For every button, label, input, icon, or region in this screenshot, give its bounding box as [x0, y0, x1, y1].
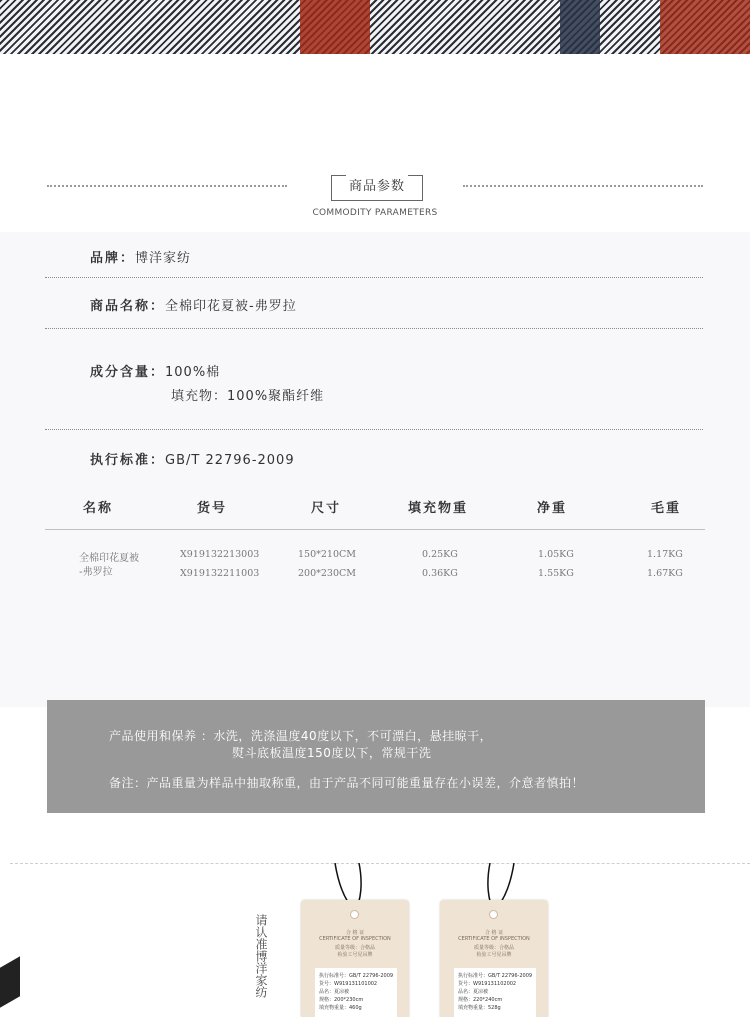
- decorative-corner: [0, 956, 20, 1008]
- tag-code: 货号：W919131101002: [319, 981, 378, 987]
- product-name-label: 商品名称：: [90, 299, 166, 314]
- filling-value: 填充物：100%聚酯纤维: [171, 389, 325, 404]
- header-dotted-divider-right: [463, 185, 703, 187]
- care-text-line1: 产品使用和保养 ：水洗，洗涤温度40度以下，不可漂白，悬挂晾干，: [109, 729, 493, 743]
- table-cell-code: X919132213003: [180, 549, 260, 560]
- table-header-name: 名称: [83, 501, 114, 516]
- tag-hole: [489, 910, 498, 919]
- authenticity-vertical-text: 请认准博洋家纺: [254, 914, 268, 998]
- header-dotted-divider-left: [47, 185, 287, 187]
- tag-title: 合 格 证: [345, 930, 365, 936]
- table-cell-code: X919132211003: [180, 568, 260, 579]
- care-note: 备注：产品重量为样品中抽取称重，由于产品不同可能重量存在小误差，介意者慎拍！: [109, 776, 585, 790]
- table-cell-size: 150*210CM: [298, 549, 357, 560]
- tag-size: 规格：220*240cm: [458, 997, 503, 1003]
- table-cell-fill: 0.25KG: [422, 549, 458, 560]
- certificate-tag: [440, 900, 548, 1017]
- tag-standard: 执行标准号：GB/T 22796-2009: [458, 973, 533, 979]
- tag-product: 品名：夏凉被: [319, 989, 350, 995]
- table-cell-net: 1.55KG: [538, 568, 574, 579]
- tag-fill: 填充物重量：528g: [458, 1005, 501, 1011]
- standard-value: GB/T 22796-2009: [165, 453, 295, 468]
- tag-hole: [350, 910, 359, 919]
- row-divider: [45, 328, 703, 329]
- table-header-code: 货号: [197, 501, 228, 516]
- brand-row: [90, 247, 191, 266]
- table-header-size: 尺寸: [311, 501, 342, 516]
- tag-grade: 质量等级：合格品: [473, 945, 514, 951]
- brand-value: 博洋家纺: [135, 251, 192, 266]
- table-cell-net: 1.05KG: [538, 549, 574, 560]
- care-instructions-box: [47, 700, 705, 813]
- standard-label: 执行标准：: [90, 453, 166, 468]
- parameters-panel: [0, 232, 750, 707]
- tag-details: [315, 968, 397, 1017]
- tag-code: 货号：W919131102002: [458, 981, 517, 987]
- table-header-fill-weight: 填充物重: [408, 501, 469, 516]
- certificate-tag: [301, 900, 409, 1017]
- tag-inspector: 检验工号见吊牌: [476, 952, 512, 958]
- table-cell-gross: 1.17KG: [647, 549, 683, 560]
- tag-subtitle: CERTIFICATE OF INSPECTION: [319, 936, 391, 942]
- tag-size: 规格：200*230cm: [319, 997, 364, 1003]
- composition-row: [90, 361, 220, 380]
- tag-standard: 执行标准号：GB/T 22796-2009: [319, 973, 394, 979]
- tag-subtitle: CERTIFICATE OF INSPECTION: [458, 936, 530, 942]
- table-header-gross-weight: 毛重: [651, 501, 682, 516]
- section-header: [0, 170, 750, 230]
- care-text-line2: 熨斗底板温度150度以下，常规干洗: [232, 746, 432, 760]
- brand-label: 品牌：: [90, 251, 136, 266]
- composition-label: 成分含量：: [90, 365, 166, 380]
- tag-fill: 填充物重量：460g: [319, 1005, 362, 1011]
- section-subtitle: COMMODITY PARAMETERS: [312, 208, 438, 218]
- table-header-divider: [45, 529, 705, 530]
- table-product-name-suffix: -弗罗拉: [79, 567, 113, 578]
- tag-title: 合 格 证: [484, 930, 504, 936]
- fabric-photo-banner: [0, 0, 750, 54]
- tag-product: 品名：夏凉被: [458, 989, 489, 995]
- section-title: 商品参数: [331, 175, 423, 201]
- table-cell-size: 200*230CM: [298, 568, 357, 579]
- tag-grade: 质量等级：合格品: [334, 945, 375, 951]
- table-cell-gross: 1.67KG: [647, 568, 683, 579]
- row-divider: [45, 429, 703, 430]
- standard-row: [90, 449, 295, 468]
- product-name-value: 全棉印花夏被-弗罗拉: [165, 299, 297, 314]
- table-header-net-weight: 净重: [537, 501, 568, 516]
- tag-inspector: 检验工号见吊牌: [337, 952, 373, 958]
- product-name-row: [90, 295, 297, 314]
- table-product-name: 全棉印花夏被: [79, 553, 139, 564]
- tag-details: [454, 968, 536, 1017]
- row-divider: [45, 277, 703, 278]
- composition-value: 100%棉: [165, 365, 221, 380]
- table-cell-fill: 0.36KG: [422, 568, 458, 579]
